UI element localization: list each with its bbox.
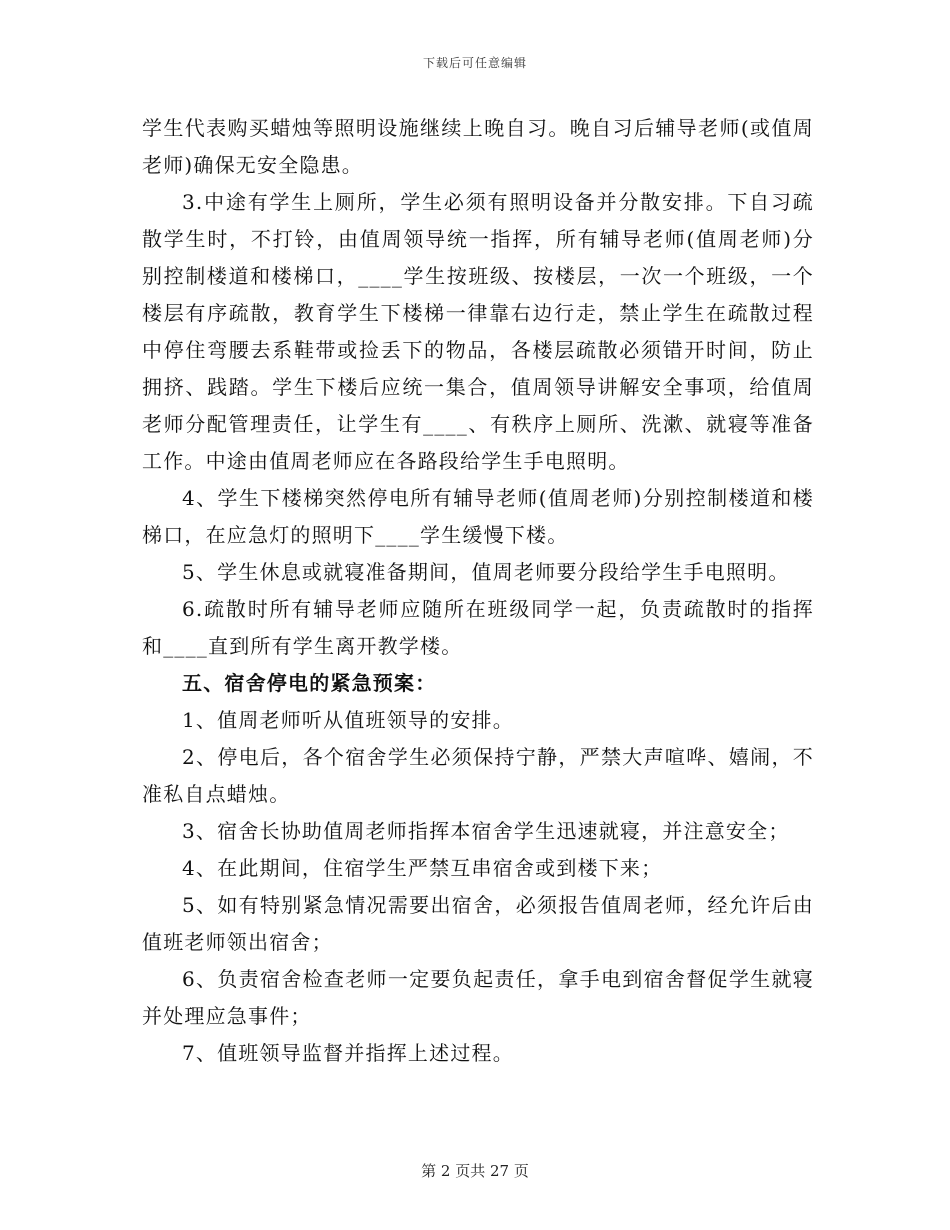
paragraph-item-3: 3.中途有学生上厕所，学生必须有照明设备并分散安排。下自习疏散学生时，不打铃，由值周领导统一指挥，所有辅导老师(值周老师)分别控制楼道和楼梯口，____学生按班级、按楼层，一次一个班级，一个楼层有序疏散，教育学生下楼梯一律靠右边行走，禁止学生在疏散过程中停住弯腰去系鞋带或捡丢下的物品，各楼层疏散必须错开时间，防止拥挤、践踏。学生下楼后应统一集合，值周领导讲解安全事项，给值周老师分配管理责任，让学生有____、有秩序上厕所、洗漱、就寝等准备工作。中途由值周老师应在各路段给学生手电照明。 (142, 190, 814, 473)
paragraph-item-5: 5、学生休息或就寝准备期间，值周老师要分段给学生手电照明。 (182, 560, 790, 584)
list-item: 2、停电后，各个宿舍学生必须保持宁静，严禁大声喧哗、嬉闹，不准私自点蜡烛。 (142, 745, 814, 806)
paragraph-continuation: 学生代表购买蜡烛等照明设施继续上晚自习。晚自习后辅导老师(或值周老师)确保无安全隐患。 (142, 116, 814, 177)
list-item: 4、在此期间，住宿学生严禁互串宿舍或到楼下来； (182, 856, 663, 880)
list-item: 5、如有特别紧急情况需要出宿舍，必须报告值周老师，经允许后由值班老师领出宿舍； (142, 893, 814, 954)
list-item: 7、值班领导监督并指挥上述过程。 (182, 1041, 514, 1065)
page-number: 第 2 页共 27 页 (421, 1162, 529, 1180)
list-item: 3、宿舍长协助值周老师指挥本宿舍学生迅速就寝，并注意安全； (182, 819, 790, 843)
section-title: 五、宿舍停电的紧急预案： (182, 671, 437, 695)
document-body (142, 110, 814, 1072)
paragraph-item-6: 6.疏散时所有辅导老师应随所在班级同学一起，负责疏散时的指挥和____直到所有学生离开教学楼。 (142, 597, 814, 658)
paragraph-item-4: 4、学生下楼梯突然停电所有辅导老师(值周老师)分别控制楼道和楼梯口，在应急灯的照明下____学生缓慢下楼。 (142, 486, 814, 547)
list-item: 6、负责宿舍检查老师一定要负起责任，拿手电到宿舍督促学生就寝并处理应急事件； (142, 967, 814, 1028)
list-item: 1、值周老师听从值班领导的安排。 (182, 708, 514, 732)
header-note: 下载后可任意编辑 (422, 56, 527, 70)
